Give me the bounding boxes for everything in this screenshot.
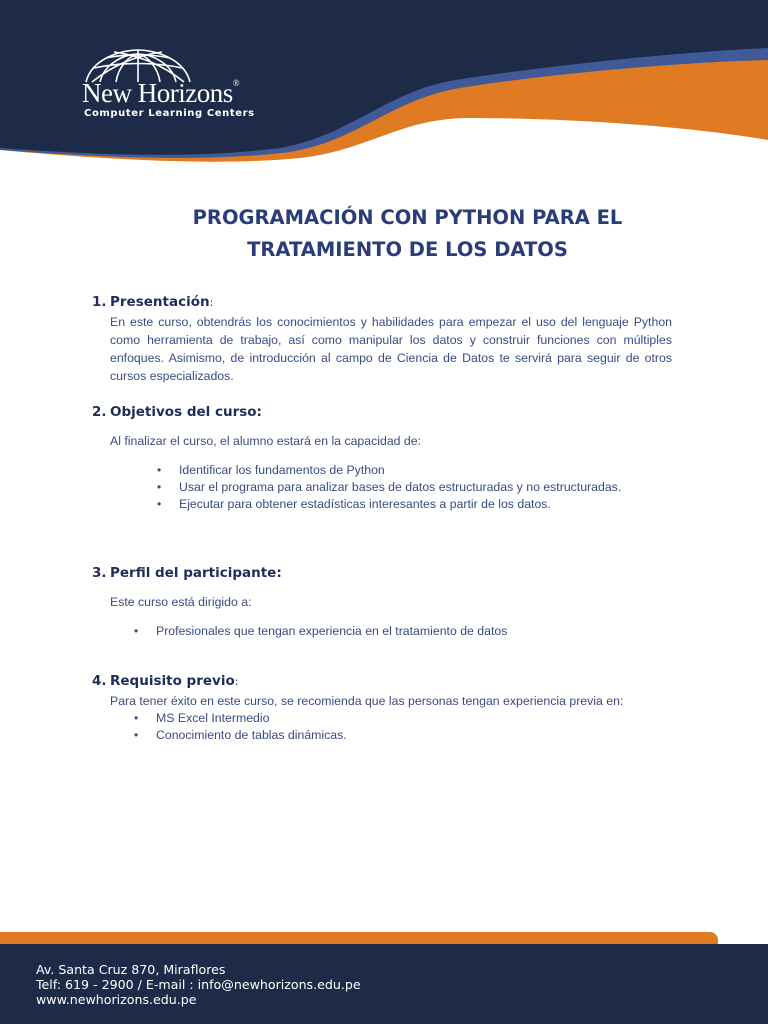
section-heading (92, 294, 672, 310)
footer-website: www.newhorizons.edu.pe (36, 992, 197, 1007)
section-title: Presentación: (110, 294, 214, 310)
section-number: 2. (92, 404, 107, 420)
list-item: • Identificar los fundamentos de Python (157, 463, 385, 477)
list-item: • Profesionales que tengan experiencia en el tratamiento de datos (134, 624, 508, 638)
page-footer (0, 944, 768, 1024)
section-intro: Para tener éxito en este curso, se recomienda que las personas tengan experiencia previa en: (110, 694, 624, 708)
brand-name: New Horizons® (82, 78, 240, 108)
footer-contact: Telf: 619 - 2900 / E-mail : info@newhorizons.edu.pe (36, 977, 361, 992)
section-perfil (92, 565, 672, 640)
footer-address: Av. Santa Cruz 870, Miraflores (36, 962, 226, 977)
footer-contact-block (36, 962, 361, 1007)
page-header (0, 0, 768, 170)
bullet-icon: • (134, 728, 139, 742)
document-title (100, 202, 715, 266)
section-number: 1. (92, 294, 107, 310)
section-title: Requisito previo: (110, 673, 239, 689)
list-item: • Usar el programa para analizar bases de datos estructuradas y no estructuradas. (157, 480, 622, 494)
brand-tagline: Computer Learning Centers (84, 108, 255, 119)
list-item: • Conocimiento de tablas dinámicas. (134, 728, 347, 742)
section-heading (92, 565, 672, 581)
section-title: Objetivos del curso: (110, 404, 262, 420)
list-item: • MS Excel Intermedio (134, 711, 270, 725)
section-requisito (92, 673, 672, 744)
bullet-icon: • (157, 480, 162, 494)
section-intro: Al finalizar el curso, el alumno estará en la capacidad de: (110, 434, 422, 448)
brand-logo (82, 48, 255, 128)
bullet-icon: • (157, 463, 162, 477)
bullet-icon: • (157, 497, 162, 511)
section-number: 3. (92, 565, 107, 581)
objectives-list (157, 462, 658, 513)
profile-list (134, 623, 672, 640)
section-intro: Este curso está dirigido a: (110, 595, 252, 609)
title-line-2: TRATAMIENTO DE LOS DATOS (247, 238, 568, 261)
bullet-icon: • (134, 711, 139, 725)
section-paragraph: En este curso, obtendrás los conocimientos y habilidades para empezar el uso del lenguaje Python como herramienta de trabajo, así como manipular los datos y construir funciones con múltiples enfoques. Asimismo, de introducción al campo de Ciencia de Datos te servirá para seguir de otros cursos especializados. (110, 315, 672, 383)
section-presentacion (92, 294, 672, 385)
section-heading (92, 404, 672, 420)
section-objetivos (92, 404, 672, 513)
section-heading (92, 673, 672, 689)
section-number: 4. (92, 673, 107, 689)
bullet-icon: • (134, 624, 139, 638)
prerequisites-list (134, 710, 672, 744)
section-title: Perfil del participante: (110, 565, 282, 581)
list-item: • Ejecutar para obtener estadísticas interesantes a partir de los datos. (157, 497, 551, 511)
title-line-1: PROGRAMACIÓN CON PYTHON PARA EL (192, 206, 623, 229)
